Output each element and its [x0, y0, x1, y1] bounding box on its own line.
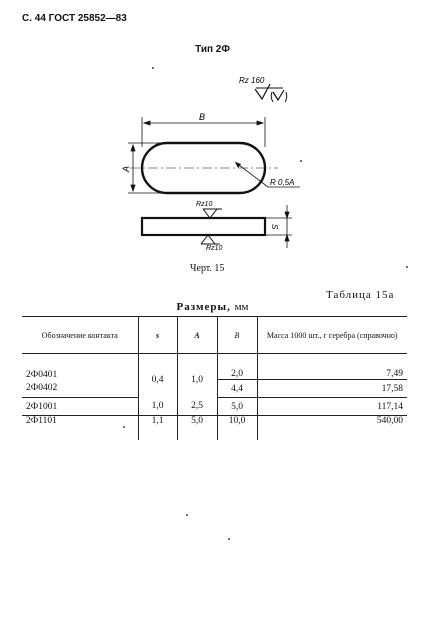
table-header-row: [22, 317, 407, 354]
rz10-top-label: Rz10: [196, 201, 213, 208]
cell-mass: 540,00: [257, 416, 407, 441]
scan-speck: [152, 67, 154, 69]
cell-a: 5,0: [177, 416, 217, 441]
scan-speck: [300, 160, 302, 162]
contact-side-view: [142, 218, 265, 235]
cell-s: 1,0: [138, 398, 177, 416]
technical-drawing: [0, 0, 425, 300]
cell-b: 4,4: [217, 380, 257, 398]
cell-b: 2,0: [217, 354, 257, 380]
cell-a: 2,5: [177, 398, 217, 416]
rz160-label: Rz 160: [239, 76, 265, 85]
header-mass: Масса 1000 шт., г серебра (справочно): [257, 317, 407, 354]
scan-speck: [123, 426, 125, 428]
dimensions-table: [22, 316, 407, 440]
cell-designation: 2Ф0401: [26, 369, 58, 380]
table-row: [22, 354, 407, 380]
dim-a-label: A: [121, 165, 131, 172]
header-a: A: [177, 317, 217, 354]
table-label: Таблица 15а: [326, 289, 395, 301]
rz10-top-symbol: [203, 209, 222, 218]
header-designation: Обозначение контакта: [22, 317, 138, 354]
cell-b: 10,0: [217, 416, 257, 441]
scan-speck: [186, 514, 188, 516]
sizes-unit: мм: [234, 301, 249, 313]
header-s: s: [138, 317, 177, 354]
header-b: B: [217, 317, 257, 354]
page-header: С. 44 ГОСТ 25852—83: [22, 13, 127, 24]
surface-finish-symbol: [255, 84, 287, 102]
figure-title: Тип 2Ф: [195, 44, 230, 55]
figure-caption: Черт. 15: [190, 263, 225, 274]
cell-mass: 117,14: [257, 398, 407, 416]
scan-speck: [228, 538, 230, 540]
dim-s-label: S: [270, 224, 279, 230]
table-row: [22, 416, 407, 441]
cell-s: 1,1: [138, 416, 177, 441]
scan-speck: [406, 266, 408, 268]
table-row: [22, 398, 407, 416]
rz10-bottom-label: Rz10: [206, 245, 223, 252]
cell-designation: 2Ф1101: [26, 416, 57, 426]
cell-mass: 17,58: [257, 380, 407, 398]
sizes-title-text: Размеры,: [176, 301, 231, 313]
sizes-title: [0, 301, 425, 313]
cell-designation: 2Ф1001: [22, 398, 138, 416]
cell-designation: 2Ф0402: [22, 380, 138, 398]
dim-b-label: B: [199, 112, 206, 122]
radius-label: R 0,5A: [270, 178, 295, 187]
cell-mass: 7,49: [257, 354, 407, 380]
cell-a: 1,0: [177, 354, 217, 398]
cell-b: 5,0: [217, 398, 257, 416]
cell-s: 0,4: [138, 354, 177, 398]
rz10-bottom-symbol: [201, 235, 220, 244]
